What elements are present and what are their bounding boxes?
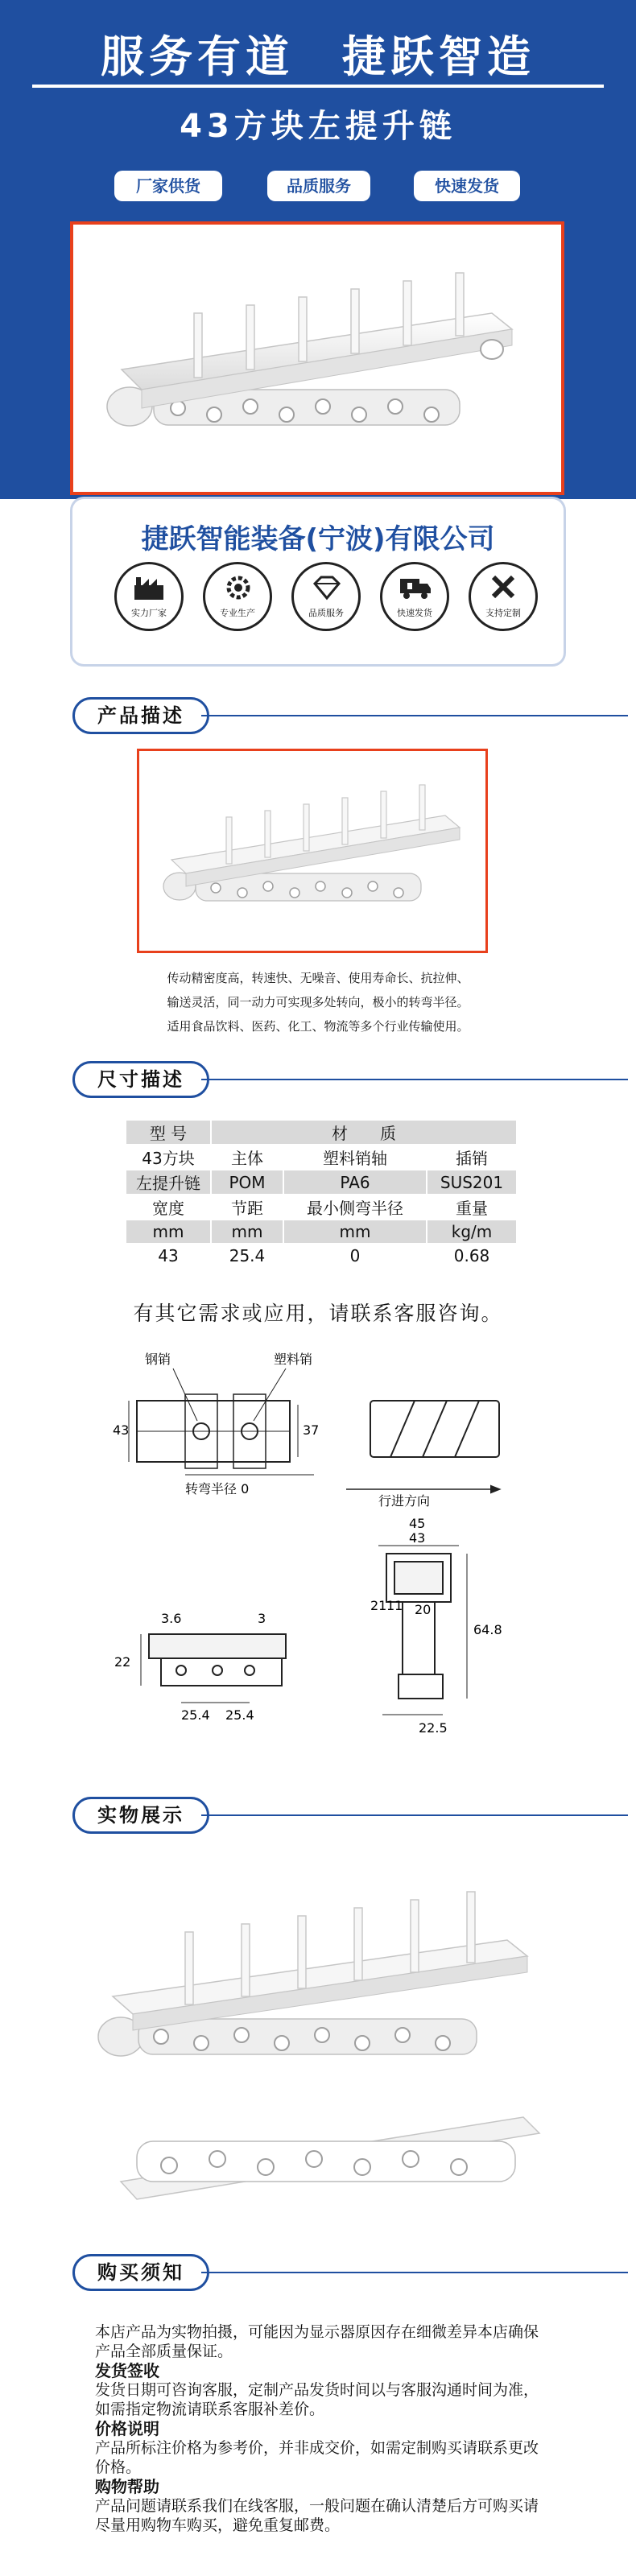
company-name: 捷跃智能装备(宁波)有限公司 [141, 523, 495, 555]
label-dim-37: 37 [303, 1422, 320, 1438]
badge-shipping [380, 562, 449, 631]
label-steel-pin: 钢销 [145, 1352, 171, 1367]
purchase-text-shipping: 发货日期可咨询客服，定制产品发货时间以与客服沟通时间为准，如需指定物流请联系客服补差价。 [95, 2381, 539, 2418]
table-cell: 节距 [211, 1195, 283, 1220]
table-cell: PA6 [283, 1170, 427, 1195]
badge-production-label: 专业生产 [220, 608, 255, 618]
table-cell: 43 [126, 1244, 211, 1268]
table-cell: 左提升链 [126, 1170, 211, 1195]
product-title: 43方块左提升链 [180, 108, 456, 145]
label-dim-64-8: 64.8 [473, 1622, 502, 1637]
technical-drawing [113, 1336, 523, 1771]
slogan-underline [32, 85, 604, 88]
section-divider-dimensions [201, 1079, 628, 1080]
label-width-43: 43 [113, 1422, 130, 1438]
section-header-description: 产品描述 [72, 697, 209, 734]
purchase-heading-help: 购物帮助 [95, 2477, 159, 2496]
label-dim-45: 45 [409, 1516, 426, 1531]
badge-factory-label: 实力厂家 [131, 608, 167, 618]
label-dim-11: 11 [386, 1598, 403, 1613]
badge-custom [469, 562, 538, 631]
tools-icon [489, 572, 519, 601]
table-cell: 型 号 [126, 1120, 211, 1145]
label-dim-3: 3 [258, 1611, 266, 1626]
label-dim-22: 22 [114, 1654, 131, 1670]
label-dim-3-6: 3.6 [161, 1611, 182, 1626]
badge-quality-label: 品质服务 [308, 608, 344, 618]
table-cell: 插销 [427, 1145, 517, 1170]
table-cell: 最小侧弯半径 [283, 1195, 427, 1220]
description-product-photo [137, 749, 488, 953]
section-header-dimensions: 尺寸描述 [72, 1061, 209, 1098]
label-dim-22-5: 22.5 [419, 1720, 448, 1736]
table-cell: 0.68 [427, 1244, 517, 1268]
badge-production [203, 562, 272, 631]
table-cell: mm [211, 1220, 283, 1244]
section-header-purchase: 购买须知 [72, 2254, 209, 2291]
section-header-showcase: 实物展示 [72, 1797, 209, 1834]
table-row [126, 1170, 517, 1195]
slogan: 服务有道 捷跃智造 [101, 31, 535, 82]
table-cell: 主体 [211, 1145, 283, 1170]
table-cell: SUS201 [427, 1170, 517, 1195]
badge-shipping-label: 快速发货 [397, 608, 432, 618]
table-cell: 塑料销轴 [283, 1145, 427, 1170]
description-line: 适用食品饮料、医药、化工、物流等多个行业传输使用。 [167, 1019, 469, 1034]
table-cell: 25.4 [211, 1244, 283, 1268]
diamond-icon [312, 574, 342, 601]
section-divider-showcase [201, 1814, 628, 1816]
purchase-text-price: 产品所标注价格为参考价，并非成交价，如需定制购买请联系更改价格。 [95, 2439, 539, 2476]
spec-table [125, 1119, 518, 1269]
gear-icon [223, 574, 254, 601]
table-cell: 0 [283, 1244, 427, 1268]
chain-illustration [73, 225, 561, 492]
pill-factory-supply: 厂家供货 [114, 171, 222, 201]
label-turn-radius: 转弯半径 0 [185, 1481, 250, 1496]
section-divider-description [201, 715, 628, 716]
table-row [126, 1195, 517, 1220]
badge-custom-label: 支持定制 [485, 608, 521, 618]
contact-note: 有其它需求或应用，请联系客服咨询。 [133, 1302, 503, 1325]
hero-product-photo [70, 221, 564, 495]
table-cell: 重量 [427, 1195, 517, 1220]
truck-icon [399, 574, 432, 601]
company-card [72, 499, 564, 664]
badge-quality [291, 562, 361, 631]
badge-factory [114, 562, 184, 631]
table-row [126, 1120, 517, 1145]
table-cell: kg/m [427, 1220, 517, 1244]
showcase-photos [89, 1876, 547, 2254]
purchase-text-help: 产品问题请联系我们在线客服，一般问题在确认清楚后方可购买请尽量用购物车购买，避免重复邮费。 [95, 2497, 539, 2534]
description-line: 传动精密度高，转速快、无噪音、使用寿命长、抗拉伸、 [167, 971, 469, 985]
purchase-intro: 本店产品为实物拍摄，可能因为显示器原因存在细微差异本店确保产品全部质量保证。 [95, 2323, 539, 2360]
table-cell: mm [126, 1220, 211, 1244]
pill-quality-service: 品质服务 [267, 171, 370, 201]
factory-icon [133, 574, 165, 601]
table-cell: POM [211, 1170, 283, 1195]
purchase-heading-shipping: 发货签收 [95, 2361, 159, 2380]
label-dim-43b: 43 [409, 1530, 426, 1546]
purchase-heading-price: 价格说明 [95, 2419, 159, 2438]
chain-illustration-small [139, 751, 485, 951]
label-pitch-b: 25.4 [225, 1707, 254, 1723]
table-cell: 材 质 [211, 1120, 517, 1145]
pill-fast-shipping: 快速发货 [414, 171, 520, 201]
label-direction: 行进方向 [378, 1493, 431, 1509]
label-plastic-pin: 塑料销 [274, 1352, 313, 1367]
table-cell: mm [283, 1220, 427, 1244]
table-row [126, 1220, 517, 1244]
description-text [0, 966, 636, 1038]
label-pitch-a: 25.4 [181, 1707, 210, 1723]
section-divider-purchase [201, 2272, 628, 2273]
table-row [126, 1244, 517, 1268]
table-cell: 宽度 [126, 1195, 211, 1220]
label-dim-21: 21 [370, 1598, 387, 1613]
description-line: 输送灵活，同一动力可实现多处转向，极小的转弯半径。 [167, 995, 469, 1009]
table-row [126, 1145, 517, 1170]
label-dim-20: 20 [415, 1602, 432, 1617]
table-cell: 43方块 [126, 1145, 211, 1170]
purchase-notes [95, 2322, 546, 2535]
